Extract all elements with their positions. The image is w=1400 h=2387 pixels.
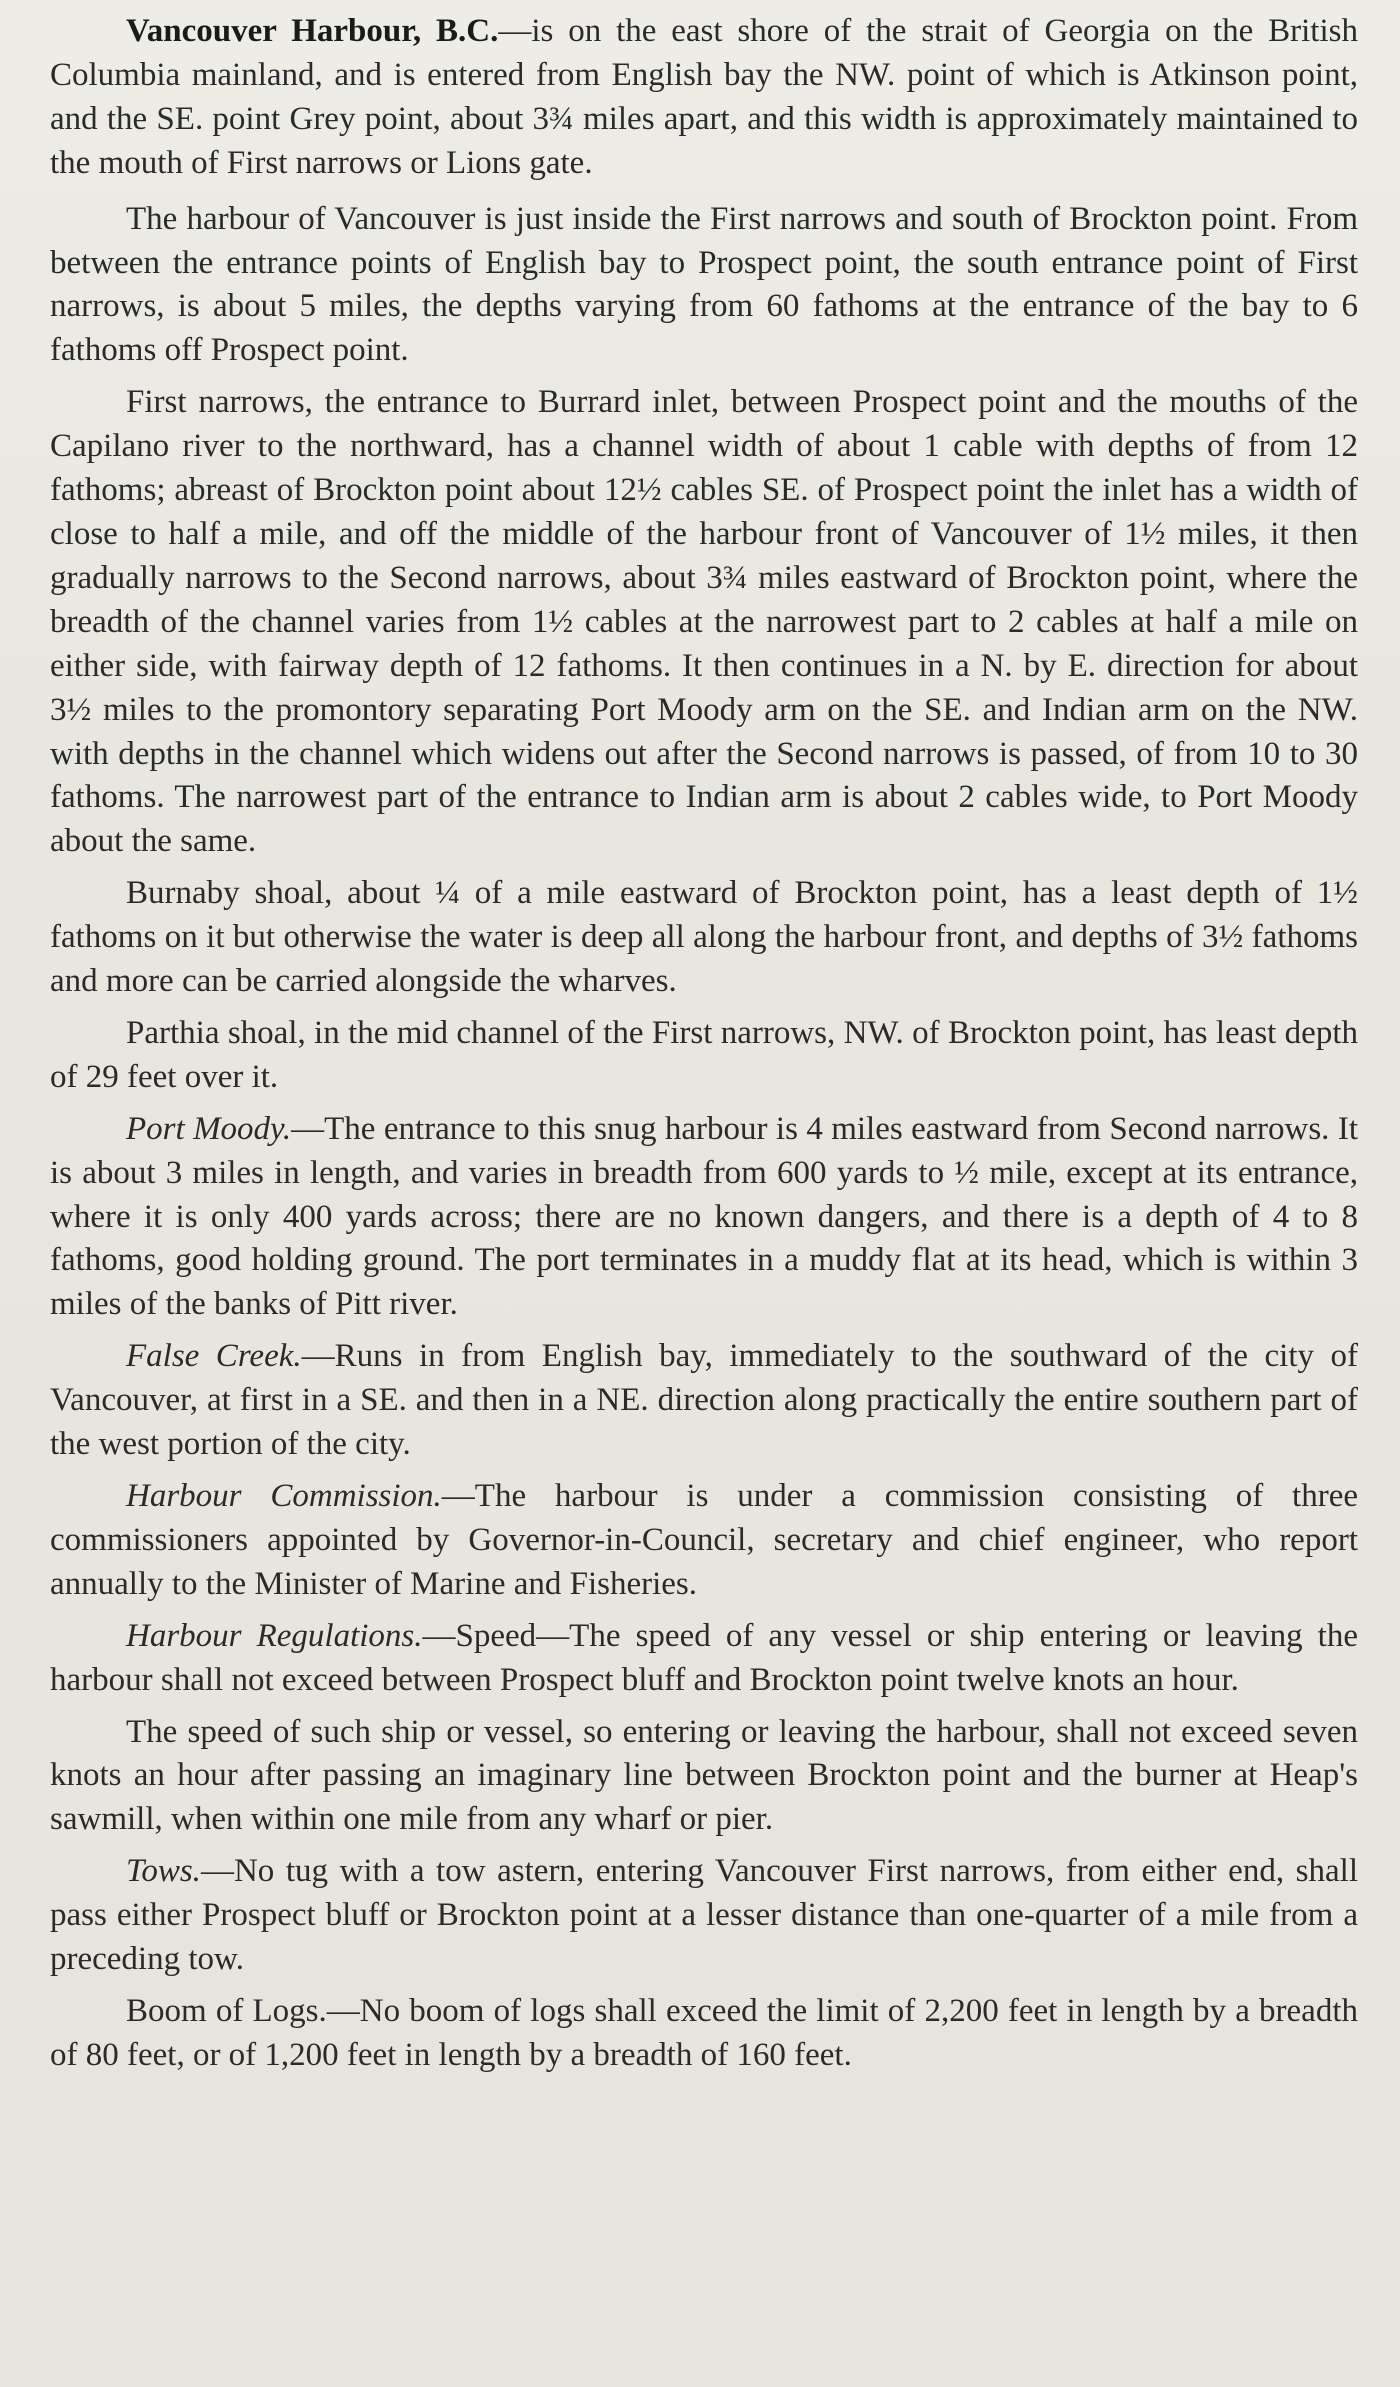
- paragraph-text: —Runs in from English bay, immediately to the southward of the city of Vancouver, at first in a SE. and then in a NE. direction along practically the entire southern part of the west portion of the city.: [50, 1338, 1359, 1463]
- paragraph-text: Boom of Logs.—No boom of logs shall exceed the limit of 2,200 feet in length by a breadth of 80 feet, or of 1,200 feet in length by a breadth of 160 feet.: [50, 1992, 1358, 2073]
- paragraph-port-moody: [50, 1108, 1358, 1328]
- paragraph-boom-of-logs: [50, 1990, 1358, 2078]
- heading-port-moody: Port Moody.: [126, 1110, 292, 1147]
- paragraph-text: —The entrance to this snug harbour is 4 miles eastward from Second narrows. It is about 3 miles in length, and varies in breadth from 600 yards to ½ mile, except at its entrance, where it is only 400 yards across; there are no known dangers, and there is a depth of 4 to 8 fathoms, good holding ground. The port terminates in a muddy flat at its head, which is within 3 miles of the banks of Pitt river.: [50, 1110, 1358, 1323]
- paragraph-harbour-regulations: [50, 1615, 1358, 1703]
- paragraph-text: —No tug with a tow astern, entering Vancouver First narrows, from either end, shall pass either Prospect bluff or Brockton point at a lesser distance than one-quarter of a mile from a preceding tow.: [50, 1853, 1358, 1978]
- paragraph-false-creek: [50, 1335, 1358, 1467]
- paragraph-text: —Speed—The speed of any vessel or ship entering or leaving the harbour shall not exceed between Prospect bluff and Brockton point twelve knots an hour.: [50, 1617, 1358, 1698]
- heading-vancouver-harbour: Vancouver Harbour, B.C.: [126, 13, 499, 49]
- paragraph-parthia-shoal: [50, 1012, 1358, 1100]
- paragraph-text: Parthia shoal, in the mid channel of the First narrows, NW. of Brockton point, has least depth of 29 feet over it.: [50, 1014, 1358, 1095]
- paragraph-text: First narrows, the entrance to Burrard inlet, between Prospect point and the mouths of the Capilano river to the northward, has a channel width of about 1 cable with depths of from 12 fathoms; abreast of Brockton point about 12½ cables SE. of Prospect point the inlet has a width of close to half a mile, and off the middle of the harbour front of Vancouver of 1½ miles, it then gradually narrows to the Second narrows, about 3¾ miles eastward of Brockton point, where the breadth of the channel varies from 1½ cables at the narrowest part to 2 cables at half a mile on either side, with fairway depth of 12 fathoms. It then continues in a N. by E. direction for about 3½ miles to the promontory separating Port Moody arm on the SE. and Indian arm on the NW. with depths in the channel which widens out after the Second narrows is passed, of from 10 to 30 fathoms. The narrowest part of the entrance to Indian arm is about 2 cables wide, to Port Moody about the same.: [50, 384, 1358, 860]
- paragraph-first-narrows: [50, 381, 1358, 864]
- heading-false-creek: False Creek.: [126, 1338, 302, 1375]
- paragraph-text: —The harbour is under a commission consisting of three commissioners appointed by Governor-in-Council, secretary and chief engineer, who report annually to the Minister of Marine and Fisheries.: [50, 1478, 1358, 1602]
- paragraph-text: The harbour of Vancouver is just inside the First narrows and south of Brockton point. From between the entrance points of English bay to Prospect point, the south entrance point of First narrows, is about 5 miles, the depths varying from 60 fathoms at the entrance of the bay to 6 fathoms off Prospect point.: [50, 200, 1358, 369]
- heading-tows: Tows.: [126, 1853, 201, 1890]
- paragraph-speed-limit: [50, 1711, 1358, 1843]
- paragraph-vancouver-harbour: [50, 10, 1358, 186]
- heading-harbour-regulations: Harbour Regulations.: [126, 1617, 423, 1654]
- paragraph-text: —is on the east shore of the strait of Georgia on the British Columbia mainland, and is entered from English bay the NW. point of which is Atkinson point, and the SE. point Grey point, about 3¾ miles apart, and this width is approximately maintained to the mouth of First narrows or Lions gate.: [50, 13, 1358, 181]
- paragraph-harbour-location: [50, 198, 1358, 374]
- paragraph-tows: [50, 1850, 1358, 1982]
- paragraph-burnaby-shoal: [50, 872, 1358, 1004]
- heading-harbour-commission: Harbour Commission.: [126, 1478, 442, 1514]
- paragraph-text: Burnaby shoal, about ¼ of a mile eastward of Brockton point, has a least depth of 1½ fathoms on it but otherwise the water is deep all along the harbour front, and depths of 3½ fathoms and more can be carried alongside the wharves.: [50, 875, 1358, 1000]
- paragraph-text: The speed of such ship or vessel, so entering or leaving the harbour, shall not exceed seven knots an hour after passing an imaginary line between Brockton point and the burner at Heap's sawmill, when within one mile from any wharf or pier.: [50, 1713, 1358, 1838]
- paragraph-harbour-commission: [50, 1475, 1358, 1607]
